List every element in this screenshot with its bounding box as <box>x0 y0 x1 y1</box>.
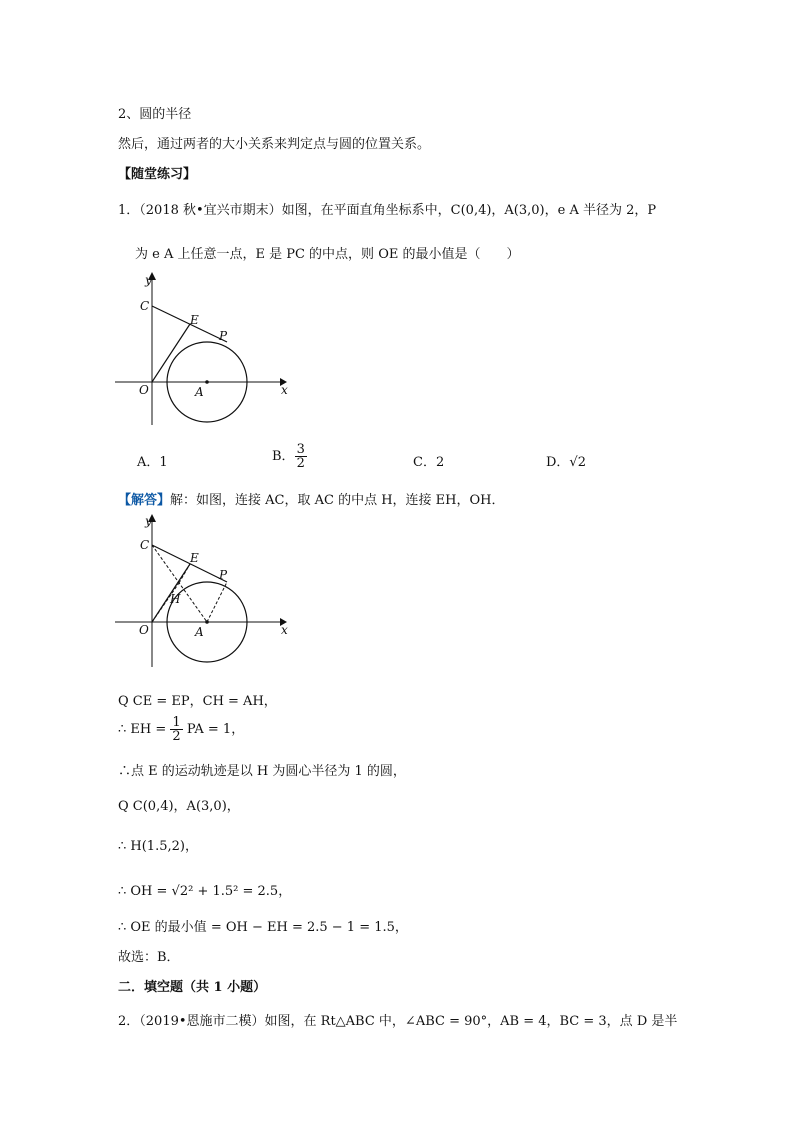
fig1-label-p: P <box>219 329 228 343</box>
fig2-label-p: P <box>219 568 228 582</box>
solution-step-2-fraction <box>170 716 182 743</box>
solution-step-8: 故选：B． <box>118 950 180 965</box>
option-a: A．1 <box>137 455 168 470</box>
question-1-figure <box>115 270 290 430</box>
section-heading-fill-blank: 二．填空题（共 1 小题） <box>118 980 267 995</box>
solution-figure <box>115 512 290 672</box>
question-1-line-2: 为 e A 上任意一点，E 是 PC 的中点，则 OE 的最小值是（ ） <box>135 247 520 262</box>
solution-step-2 <box>118 716 244 743</box>
solution-step-1: Q CE = EP，CH = AH， <box>118 694 277 709</box>
option-d: D．√2 <box>546 455 586 470</box>
option-b-denominator: 2 <box>296 456 305 471</box>
solution-step-5: ∴ H(1.5,2)， <box>118 839 198 854</box>
solution-tag: 【解答】 <box>118 493 171 508</box>
question-2-line-1: 2．（2019•恩施市二模）如图，在 Rt△ABC 中，∠ABC = 90°，AB = 4，BC = 3，点 D 是半 <box>118 1014 678 1029</box>
solution-step-7: ∴ OE 的最小值 = OH − EH = 2.5 − 1 = 1.5， <box>118 920 408 935</box>
solution-step-6: ∴ OH = √2² + 1.5² = 2.5， <box>118 884 292 899</box>
fig1-label-e: E <box>190 313 199 327</box>
solution-step-2-numerator: 1 <box>172 715 181 730</box>
fig2-label-h: H <box>170 592 181 606</box>
fig2-label-x: x <box>281 623 288 637</box>
fig2-label-a: A <box>195 625 204 639</box>
option-b-label: B． <box>272 449 295 464</box>
fig2-label-y: y <box>145 514 152 528</box>
option-b <box>272 443 307 470</box>
fig1-label-c: C <box>140 299 150 313</box>
fig1-label-a: A <box>195 385 204 399</box>
option-c: C．2 <box>413 455 445 470</box>
solution-step-2-denominator: 2 <box>172 729 181 744</box>
solution-text: 解：如图，连接 AC，取 AC 的中点 H，连接 EH，OH． <box>170 493 505 508</box>
solution-step-4: Q C(0,4)，A(3,0)， <box>118 799 240 814</box>
fig2-label-o: O <box>139 623 149 637</box>
solution-step-2-prefix: ∴ EH = <box>118 722 167 737</box>
fig2-label-e: E <box>190 551 199 565</box>
solution-line <box>118 489 505 508</box>
fig1-label-y: y <box>145 273 152 287</box>
question-1-line-1: 1．（2018 秋•宜兴市期末）如图，在平面直角坐标系中，C(0,4)，A(3,0)，e A 半径为 2，P <box>118 203 657 218</box>
fig1-label-o: O <box>139 383 149 397</box>
intro-line-1: 2、圆的半径 <box>118 107 192 122</box>
section-heading-practice: 【随堂练习】 <box>118 167 197 182</box>
solution-step-2-suffix: PA = 1， <box>186 722 245 737</box>
option-b-fraction <box>295 443 307 470</box>
fig1-label-x: x <box>281 383 288 397</box>
option-b-numerator: 3 <box>296 442 305 457</box>
solution-step-3: ∴点 E 的运动轨迹是以 H 为圆心半径为 1 的圆， <box>118 764 406 779</box>
fig2-label-c: C <box>140 538 150 552</box>
intro-line-2: 然后，通过两者的大小关系来判定点与圆的位置关系。 <box>118 137 431 152</box>
